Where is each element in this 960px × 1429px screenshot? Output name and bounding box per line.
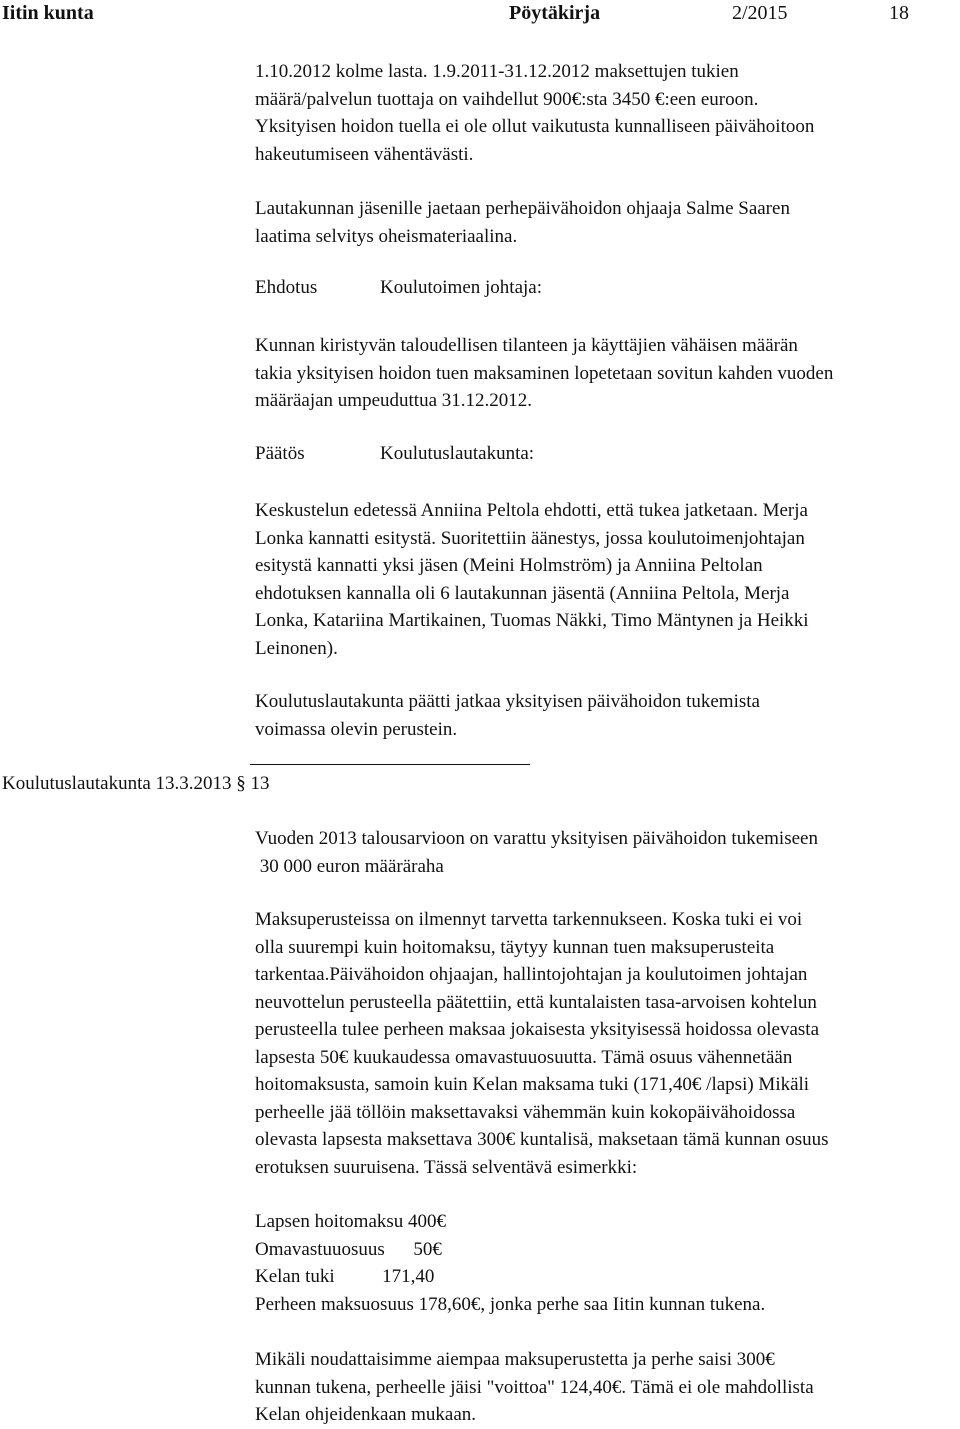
text-line: ehdotuksen kannalla oli 6 lautakunnan jäsentä (Anniina Peltola, Merja [255,582,790,604]
text-line: neuvottelun perusteella päätettiin, että kuntalaisten tasa-arvoisen kohtelun [255,991,817,1013]
text-line: olevasta lapsesta maksettava 300€ kuntalisä, maksetaan tämä kunnan osuus [255,1129,829,1150]
board-note-paragraph [255,195,955,250]
municipality-name: Iitin kunta [2,2,94,24]
text-line: Lonka, Katariina Martikainen, Tuomas Näkki, Timo Mäntynen ja Heikki [255,610,809,631]
example-item: Omavastuuosuus 50€ [255,1238,442,1260]
text-line: Leinonen). [255,637,338,659]
text-line: hakeutumiseen vähentävästi. [255,143,474,165]
fee-basis-paragraph [255,906,955,1181]
text-line: 1.10.2012 kolme lasta. 1.9.2011-31.12.2012 maksettujen tukien [255,61,739,82]
text-line: tarkentaa.Päivähoidon ohjaajan, hallintojohtajan ja koulutoimen johtajan [255,964,808,985]
decision-outcome [255,688,955,743]
section-divider [250,764,530,765]
text-line: perusteella tulee perheen maksaa jokaisesta yksityisessä hoidossa olevasta [255,1019,820,1040]
text-line: Koulutuslautakunta päätti jatkaa yksityisen päivähoidon tukemista [255,691,760,712]
text-line: Keskustelun edetessä Anniina Peltola ehdotti, että tukea jatketaan. Merja [255,500,808,521]
decision-label: Päätös [255,443,305,464]
page-number: 18 [889,2,909,24]
example-item: Kelan tuki 171,40 [255,1266,435,1287]
document-type: Pöytäkirja [509,2,601,24]
text-line: hoitomaksusta, samoin kuin Kelan maksama tuki (171,40€ /lapsi) Mikäli [255,1074,810,1095]
text-line: Vuoden 2013 talousarvioon on varattu yksityisen päivähoidon tukemiseen [255,828,818,849]
closing-paragraph [255,1346,955,1429]
decision-discussion [255,497,955,662]
proposal-label: Ehdotus [255,277,318,298]
example-item: Lapsen hoitomaksu 400€ [255,1211,447,1232]
budget-paragraph [255,825,955,880]
text-line: takia yksityisen hoidon tuen maksaminen lopetetaan sovitun kahden vuoden [255,362,834,384]
text-line: lapsesta 50€ kuukaudessa omavastuuosuutta. Tämä osuus vähennetään [255,1046,793,1068]
text-line: kunnan tukena, perheelle jäisi "voittoa" 124,40€. Tämä ei ole mahdollista [255,1376,814,1398]
text-line: määräajan umpeuduttua 31.12.2012. [255,390,533,411]
document-number: 2/2015 [732,2,788,24]
meeting-reference: Koulutuslautakunta 13.3.2013 § 13 [2,773,270,794]
text-line: voimassa olevin perustein. [255,718,458,740]
proposal-text [255,332,955,415]
text-line: esitystä kannatti yksi jäsen (Meini Holmström) ja Anniina Peltolan [255,555,763,576]
text-line: laatima selvitys oheismateriaalina. [255,225,518,247]
text-line: Kelan ohjeidenkaan mukaan. [255,1404,477,1425]
text-line: Kunnan kiristyvän taloudellisen tilanteen ja käyttäjien vähäisen määrän [255,335,798,356]
example-list [255,1208,955,1318]
decision-body: Koulutuslautakunta: [380,443,535,464]
text-line: 30 000 euron määräraha [255,855,444,877]
text-line: perheelle jää töllöin maksettavaksi vähemmän kuin kokopäivähoidossa [255,1101,796,1123]
intro-paragraph [255,58,955,168]
text-line: Lonka kannatti esitystä. Suoritettiin äänestys, jossa koulutoimenjohtajan [255,527,805,549]
text-line: olla suurempi kuin hoitomaksu, täytyy kunnan tuen maksuperusteita [255,936,775,958]
text-line: Maksuperusteissa on ilmennyt tarvetta tarkennukseen. Koska tuki ei voi [255,909,803,930]
text-line: Lautakunnan jäsenille jaetaan perhepäivähoidon ohjaaja Salme Saaren [255,198,790,219]
text-line: erotuksen suuruisena. Tässä selventävä esimerkki: [255,1156,638,1178]
proposal-proposer: Koulutoimen johtaja: [380,277,543,298]
example-item: Perheen maksuosuus 178,60€, jonka perhe saa Iitin kunnan tukena. [255,1293,766,1315]
text-line: Mikäli noudattaisimme aiempaa maksuperustetta ja perhe saisi 300€ [255,1349,775,1370]
text-line: määrä/palvelun tuottaja on vaihdellut 900€:sta 3450 €:een euroon. [255,88,759,110]
text-line: Yksityisen hoidon tuella ei ole ollut vaikutusta kunnalliseen päivähoitoon [255,116,815,137]
